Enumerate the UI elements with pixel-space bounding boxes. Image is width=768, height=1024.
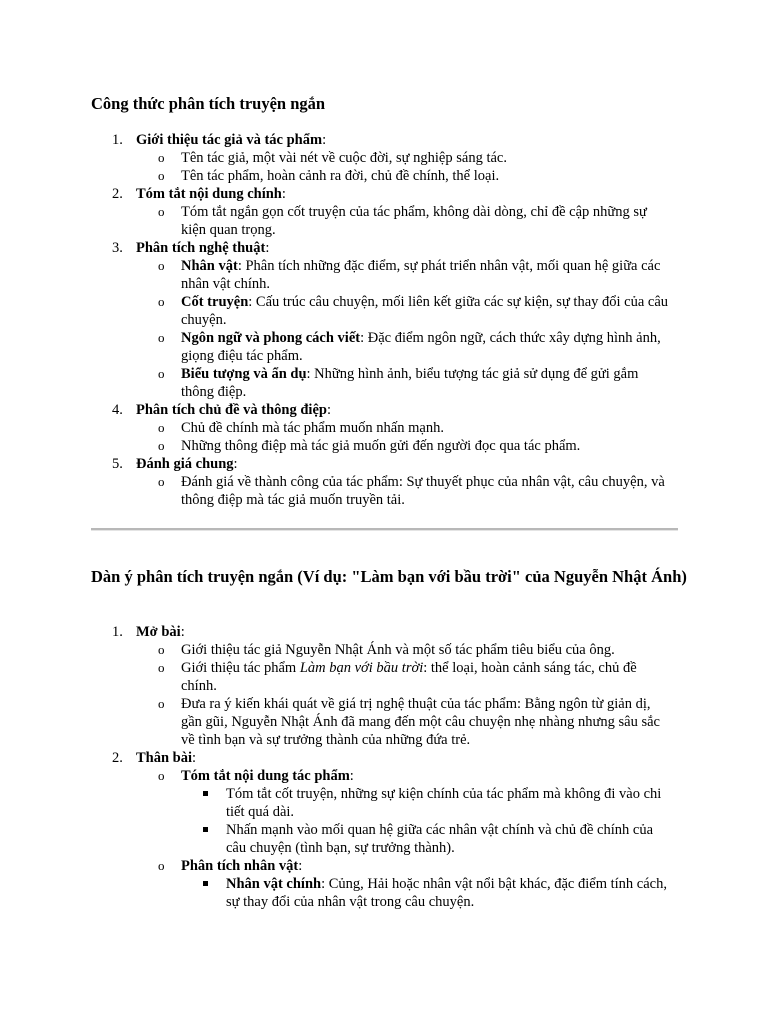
item-number: 4. <box>112 402 123 418</box>
sub-item: o Biểu tượng và ẩn dụ: Những hình ảnh, biểu tượng tác giả sử dụng để gửi gắm thông điệp. <box>158 366 639 400</box>
circle-bullet-icon: o <box>158 420 165 435</box>
sub-item: o Tên tác giả, một vài nét về cuộc đời, sự nghiệp sáng tác. <box>158 150 507 166</box>
sub-item: o Nhân vật: Phân tích những đặc điểm, sự phát triển nhân vật, mối quan hệ giữa các nhân vật chính. <box>158 258 661 292</box>
circle-bullet-icon: o <box>158 330 165 345</box>
circle-bullet-icon: o <box>158 438 165 453</box>
circle-bullet-icon: o <box>158 204 165 219</box>
circle-bullet-icon: o <box>158 768 165 783</box>
item-number: 2. <box>112 186 123 202</box>
item-number: 5. <box>112 456 123 472</box>
item-number: 1. <box>112 624 123 640</box>
square-bullet-icon <box>203 827 208 832</box>
circle-bullet-icon: o <box>158 858 165 873</box>
circle-bullet-icon: o <box>158 474 165 489</box>
circle-bullet-icon: o <box>158 642 165 657</box>
section1-numbered-list <box>0 131 768 509</box>
list-item: 1. Giới thiệu tác giả và tác phẩm: o Tên tác giả, một vài nét về cuộc đời, sự nghiệp sáng tác. o Tên tác phẩm, hoàn cảnh ra đời, chủ đề chính, thể loại. <box>0 131 768 185</box>
book-title: Làm bạn với bầu trời <box>299 660 424 676</box>
section2-numbered-list <box>0 623 768 911</box>
sub-item: o Chủ đề chính mà tác phẩm muốn nhấn mạnh. <box>158 420 444 436</box>
item-heading: Phân tích nghệ thuật <box>136 240 266 256</box>
list-item: 2. Tóm tắt nội dung chính: o Tóm tắt ngắn gọn cốt truyện của tác phẩm, không dài dòng, chỉ đề cập những sự kiện quan trọng. <box>0 185 768 239</box>
item-number: 2. <box>112 750 123 766</box>
sub-item: o Tên tác phẩm, hoàn cảnh ra đời, chủ đề chính, thể loại. <box>158 168 500 184</box>
horizontal-divider <box>91 528 678 531</box>
list-item: 3. Phân tích nghệ thuật: o Nhân vật: Phân tích những đặc điểm, sự phát triển nhân vật, mối quan hệ giữa các nhân vật chính. o Cốt truyện: Cấu trúc câu chuyện, mối liên kết giữa các sự kiện, sự thay đổi của câu chuyện. o Ngôn ngữ và phong cách viết: Đặc điểm ngôn ngữ, cách thức xây dựng hình ảnh, giọng điệu tác phẩm. o Biểu tượng và ẩn dụ: Những hình ảnh, biểu tượng tác giả sử dụng để gửi gắm thông điệp. <box>0 239 768 401</box>
item-heading: Mở bài <box>136 624 181 640</box>
circle-bullet-icon: o <box>158 258 165 273</box>
item-heading: Thân bài <box>136 750 193 766</box>
square-bullet-icon <box>203 791 208 796</box>
list-item: 4. Phân tích chủ đề và thông điệp: o Chủ đề chính mà tác phẩm muốn nhấn mạnh. o Những thông điệp mà tác giả muốn gửi đến người đọc qua tác phẩm. <box>0 401 768 455</box>
item-number: 1. <box>112 132 123 148</box>
item-number: 3. <box>112 240 123 256</box>
list-item: 2. Thân bài: o Tóm tắt nội dung tác phẩm: Tóm tắt cốt truyện, những sự kiện chính của tác phẩm mà không đi vào chi tiết quá dài. Nhấn mạnh vào mối quan hệ giữa các nhân vật chính và chủ đề chính của câu chuyện (tình bạn, sự trưởng thành). o Phân tích nhân vật: Nhân vật chính: Củng, Hải hoặc nhân vật nổi bật khác, đặc điểm tính cách, sự thay đổi của nhân vật trong câu chuyện. <box>0 749 768 911</box>
item-heading: Phân tích chủ đề và thông điệp <box>136 402 327 418</box>
sub-item: o Tóm tắt ngắn gọn cốt truyện của tác phẩm, không dài dòng, chỉ đề cập những sự kiện quan trọng. <box>158 204 647 238</box>
nested-sub-item: Nhấn mạnh vào mối quan hệ giữa các nhân vật chính và chủ đề chính của câu chuyện (tình bạn, sự trưởng thành). <box>226 821 672 857</box>
sub-item: o Đưa ra ý kiến khái quát về giá trị nghệ thuật của tác phẩm: Bằng ngôn từ giản dị, gần gũi, Nguyễn Nhật Ánh đã mang đến một câu chuyện nhẹ nhàng nhưng sâu sắc về tình bạn và sự trưởng thành của những đứa trẻ. <box>158 696 660 748</box>
circle-bullet-icon: o <box>158 168 165 183</box>
sub-item: o Những thông điệp mà tác giả muốn gửi đến người đọc qua tác phẩm. <box>158 438 581 454</box>
section1-title: Công thức phân tích truyện ngắn <box>91 94 326 113</box>
sub-item: o Tóm tắt nội dung tác phẩm: <box>158 768 354 784</box>
sub-item: o Cốt truyện: Cấu trúc câu chuyện, mối liên kết giữa các sự kiện, sự thay đổi của câu chuyện. <box>158 294 669 328</box>
square-bullet-icon <box>203 881 208 886</box>
circle-bullet-icon: o <box>158 660 165 675</box>
sub-item: o Đánh giá về thành công của tác phẩm: Sự thuyết phục của nhân vật, câu chuyện, và thông điệp mà tác giả muốn truyền tải. <box>158 474 665 508</box>
circle-bullet-icon: o <box>158 366 165 381</box>
sub-item: o Giới thiệu tác giả Nguyễn Nhật Ánh và một số tác phẩm tiêu biểu của ông. <box>158 642 615 658</box>
list-item: 5. Đánh giá chung: o Đánh giá về thành công của tác phẩm: Sự thuyết phục của nhân vật, câu chuyện, và thông điệp mà tác giả muốn truyền tải. <box>0 455 768 509</box>
sub-item: o Phân tích nhân vật: <box>158 858 303 874</box>
nested-sub-item: Tóm tắt cốt truyện, những sự kiện chính của tác phẩm mà không đi vào chi tiết quá dài. <box>226 785 672 821</box>
item-heading: Đánh giá chung <box>136 456 234 472</box>
nested-sub-item: Nhân vật chính: Củng, Hải hoặc nhân vật nổi bật khác, đặc điểm tính cách, sự thay đổi của nhân vật trong câu chuyện. <box>226 875 672 911</box>
circle-bullet-icon: o <box>158 150 165 165</box>
circle-bullet-icon: o <box>158 696 165 711</box>
circle-bullet-icon: o <box>158 294 165 309</box>
sub-item: o Giới thiệu tác phẩm Làm bạn với bầu trời: thể loại, hoàn cảnh sáng tác, chủ đề chính. <box>158 660 637 694</box>
sub-item: o Ngôn ngữ và phong cách viết: Đặc điểm ngôn ngữ, cách thức xây dựng hình ảnh, giọng điệu tác phẩm. <box>158 330 661 364</box>
item-heading: Tóm tắt nội dung chính <box>136 186 282 202</box>
list-item: 1. Mở bài: o Giới thiệu tác giả Nguyễn Nhật Ánh và một số tác phẩm tiêu biểu của ông. o Giới thiệu tác phẩm Làm bạn với bầu trời: thể loại, hoàn cảnh sáng tác, chủ đề chính. o Đưa ra ý kiến khái quát về giá trị nghệ thuật của tác phẩm: Bằng ngôn từ giản dị, gần gũi, Nguyễn Nhật Ánh đã mang đến một câu chuyện nhẹ nhàng nhưng sâu sắc về tình bạn và sự trưởng thành của những đứa trẻ. <box>0 623 768 749</box>
section2-title: Dàn ý phân tích truyện ngắn (Ví dụ: "Làm bạn với bầu trời" của Nguyễn Nhật Ánh) <box>91 567 687 586</box>
item-heading: Giới thiệu tác giả và tác phẩm <box>136 132 323 148</box>
